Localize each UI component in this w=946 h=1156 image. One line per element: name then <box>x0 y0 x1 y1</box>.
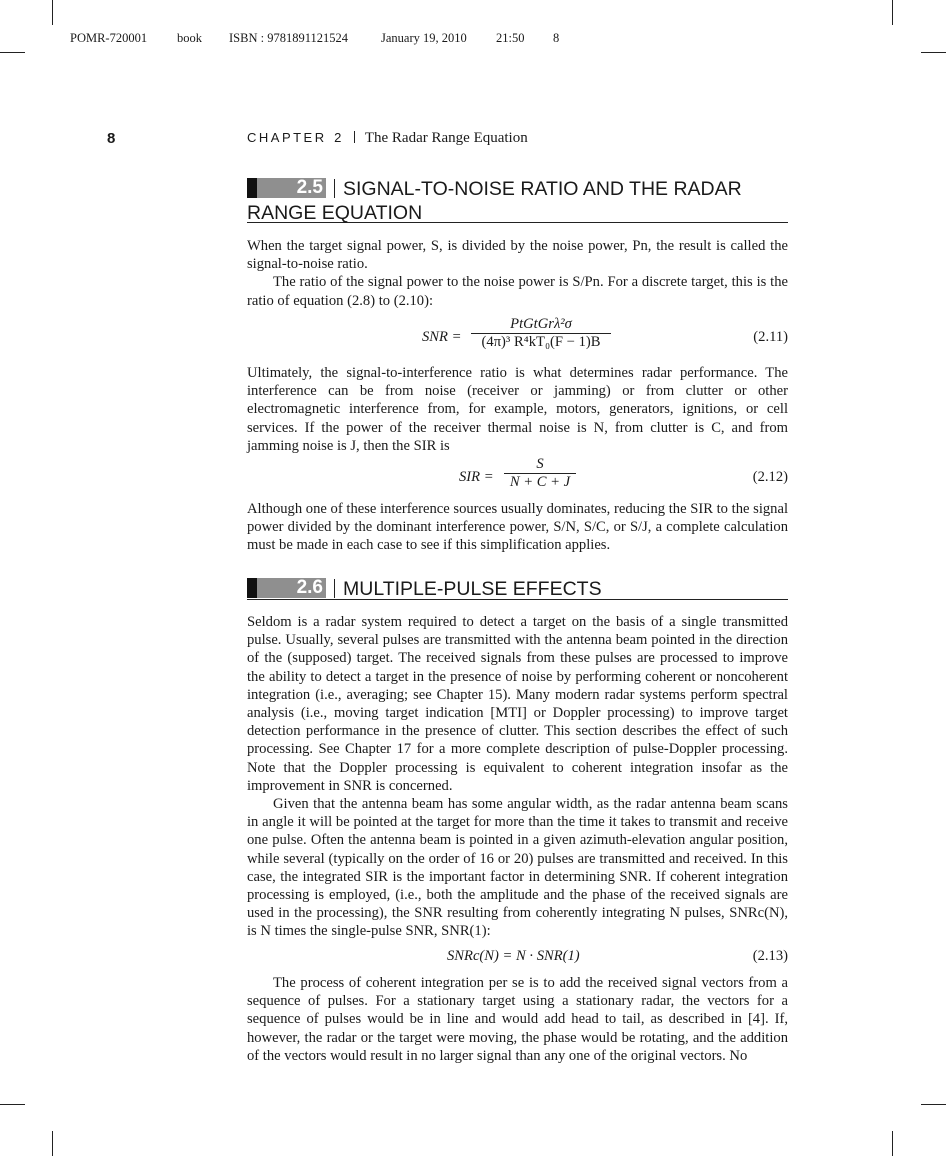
section-number: 2.6 <box>296 577 323 598</box>
crop-mark <box>0 52 25 53</box>
doc-type: book <box>177 31 202 45</box>
paragraph: Although one of these interference sources usually dominates, reducing the SIR to the signal power divided by the dominant interference power, S/N, S/C, or S/J, a complete calculation must be made in each case to see if this simplification applies. <box>247 501 788 554</box>
chapter-title: The Radar Range Equation <box>364 130 528 146</box>
paragraph: Seldom is a radar system required to detect a target on the basis of a single transmitted pulse. Usually, several pulses are transmitted with the antenna beam pointed in the direction of the (supposed) target. The received signals from these pulses are processed to improve the ability to detect a target in the presence of noise by performing coherent or noncoherent integration (i.e., averaging; see Chapter 15). Many modern radar systems perform spectral analysis (i.e., moving target indication [MTI] or Doppler processing) to improve target detection performance in the presence of clutter. This section describes the effect of such processing. See Chapter 17 for a more complete description of pulse-Doppler processing. Note that the Doppler processing is equivalent to coherent integration insofar as the improvement in SNR is concerned. <box>247 614 788 794</box>
isbn: ISBN : 9781891121524 <box>229 31 348 45</box>
running-page: 8 <box>553 31 560 45</box>
fraction <box>471 316 611 351</box>
date: January 19, 2010 <box>381 31 467 45</box>
section-title-line1: SIGNAL-TO-NOISE RATIO AND THE RADAR <box>343 178 742 200</box>
section-title-line2: RANGE EQUATION <box>247 202 423 224</box>
chapter-label: CHAPTER <box>247 130 327 145</box>
equation-2-12 <box>247 456 788 500</box>
numerator: S <box>536 456 544 472</box>
chapter-header <box>247 130 528 147</box>
crop-mark <box>892 1131 893 1156</box>
divider <box>354 131 355 143</box>
section-heading-2-6 <box>247 577 788 600</box>
numerator: PtGtGrλ²σ <box>510 316 572 332</box>
chapter-number: 2 <box>334 130 344 145</box>
divider <box>334 179 335 198</box>
equation-2-11 <box>247 316 788 360</box>
paragraph: Ultimately, the signal-to-interference ratio is what determines radar performance. The interference can be from noise (receiver or jamming) or from clutter or other electromagnetic interference from, for example, motors, generators, ignitions, or cell services. If the power of the receiver thermal noise is N, from clutter is C, and from jamming noise is J, then the SIR is <box>247 365 788 454</box>
crop-mark <box>0 1104 25 1105</box>
equation-number: (2.11) <box>753 329 788 345</box>
equation-expression: SNRc(N) = N · SNR(1) <box>447 948 580 964</box>
divider <box>334 579 335 598</box>
crop-mark <box>52 1131 53 1156</box>
body-text-block-3 <box>247 500 788 555</box>
time: 21:50 <box>496 31 525 45</box>
paragraph: When the target signal power, S, is divided by the noise power, Pn, the result is called the signal-to-noise ratio. <box>247 238 788 273</box>
equation-lhs: SIR = <box>459 469 494 485</box>
crop-mark <box>921 1104 946 1105</box>
denominator: (4π)³ R⁴kT₀(F − 1)B <box>481 334 601 350</box>
denominator: N + C + J <box>509 474 571 490</box>
body-text-block-5 <box>247 974 788 1065</box>
equation-number: (2.12) <box>752 469 788 485</box>
crop-mark <box>52 0 53 25</box>
equation-2-13 <box>247 948 788 968</box>
equation-lhs: SNR = <box>422 329 462 345</box>
section-title: MULTIPLE-PULSE EFFECTS <box>343 578 602 600</box>
section-number: 2.5 <box>296 177 323 198</box>
body-text-block-1 <box>247 237 788 310</box>
paragraph: Given that the antenna beam has some angular width, as the radar antenna beam scans in angle it will be pointed at the target for more than the time it takes to transmit and receive one pulse. Often the antenna beam is pointed in a given azimuth-elevation angular position, while several (typically on the order of 16 or 20) pulses are transmitted and received. In this case, the integrated SIR is the important factor in determining SNR. If coherent integration processing is employed, (i.e., both the amplitude and the phase of the received signals are used in the processing), the SNR resulting from coherently integrating N pulses, SNRc(N), is N times the single-pulse SNR, SNR(1): <box>247 796 788 940</box>
doc-id: POMR-720001 <box>70 31 148 45</box>
paragraph: The ratio of the signal power to the noise power is S/Pn. For a discrete target, this is the ratio of equation (2.8) to (2.10): <box>247 274 788 309</box>
crop-mark <box>892 0 893 25</box>
fraction <box>504 456 576 491</box>
crop-mark <box>921 52 946 53</box>
equation-number: (2.13) <box>752 948 788 964</box>
page-number: 8 <box>107 130 116 147</box>
body-text-block-2 <box>247 364 788 455</box>
paragraph: The process of coherent integration per se is to add the received signal vectors from a sequence of pulses. For a stationary target using a stationary radar, the vectors for a sequence of pulses would be in line and would add head to tail, as described in [4]. If, however, the radar or the target were moving, the phase would be rotating, and the addition of the vectors would result in no larger signal than any one of the original vectors. No <box>247 975 788 1064</box>
body-text-block-4 <box>247 613 788 941</box>
section-heading-2-5 <box>247 177 788 223</box>
